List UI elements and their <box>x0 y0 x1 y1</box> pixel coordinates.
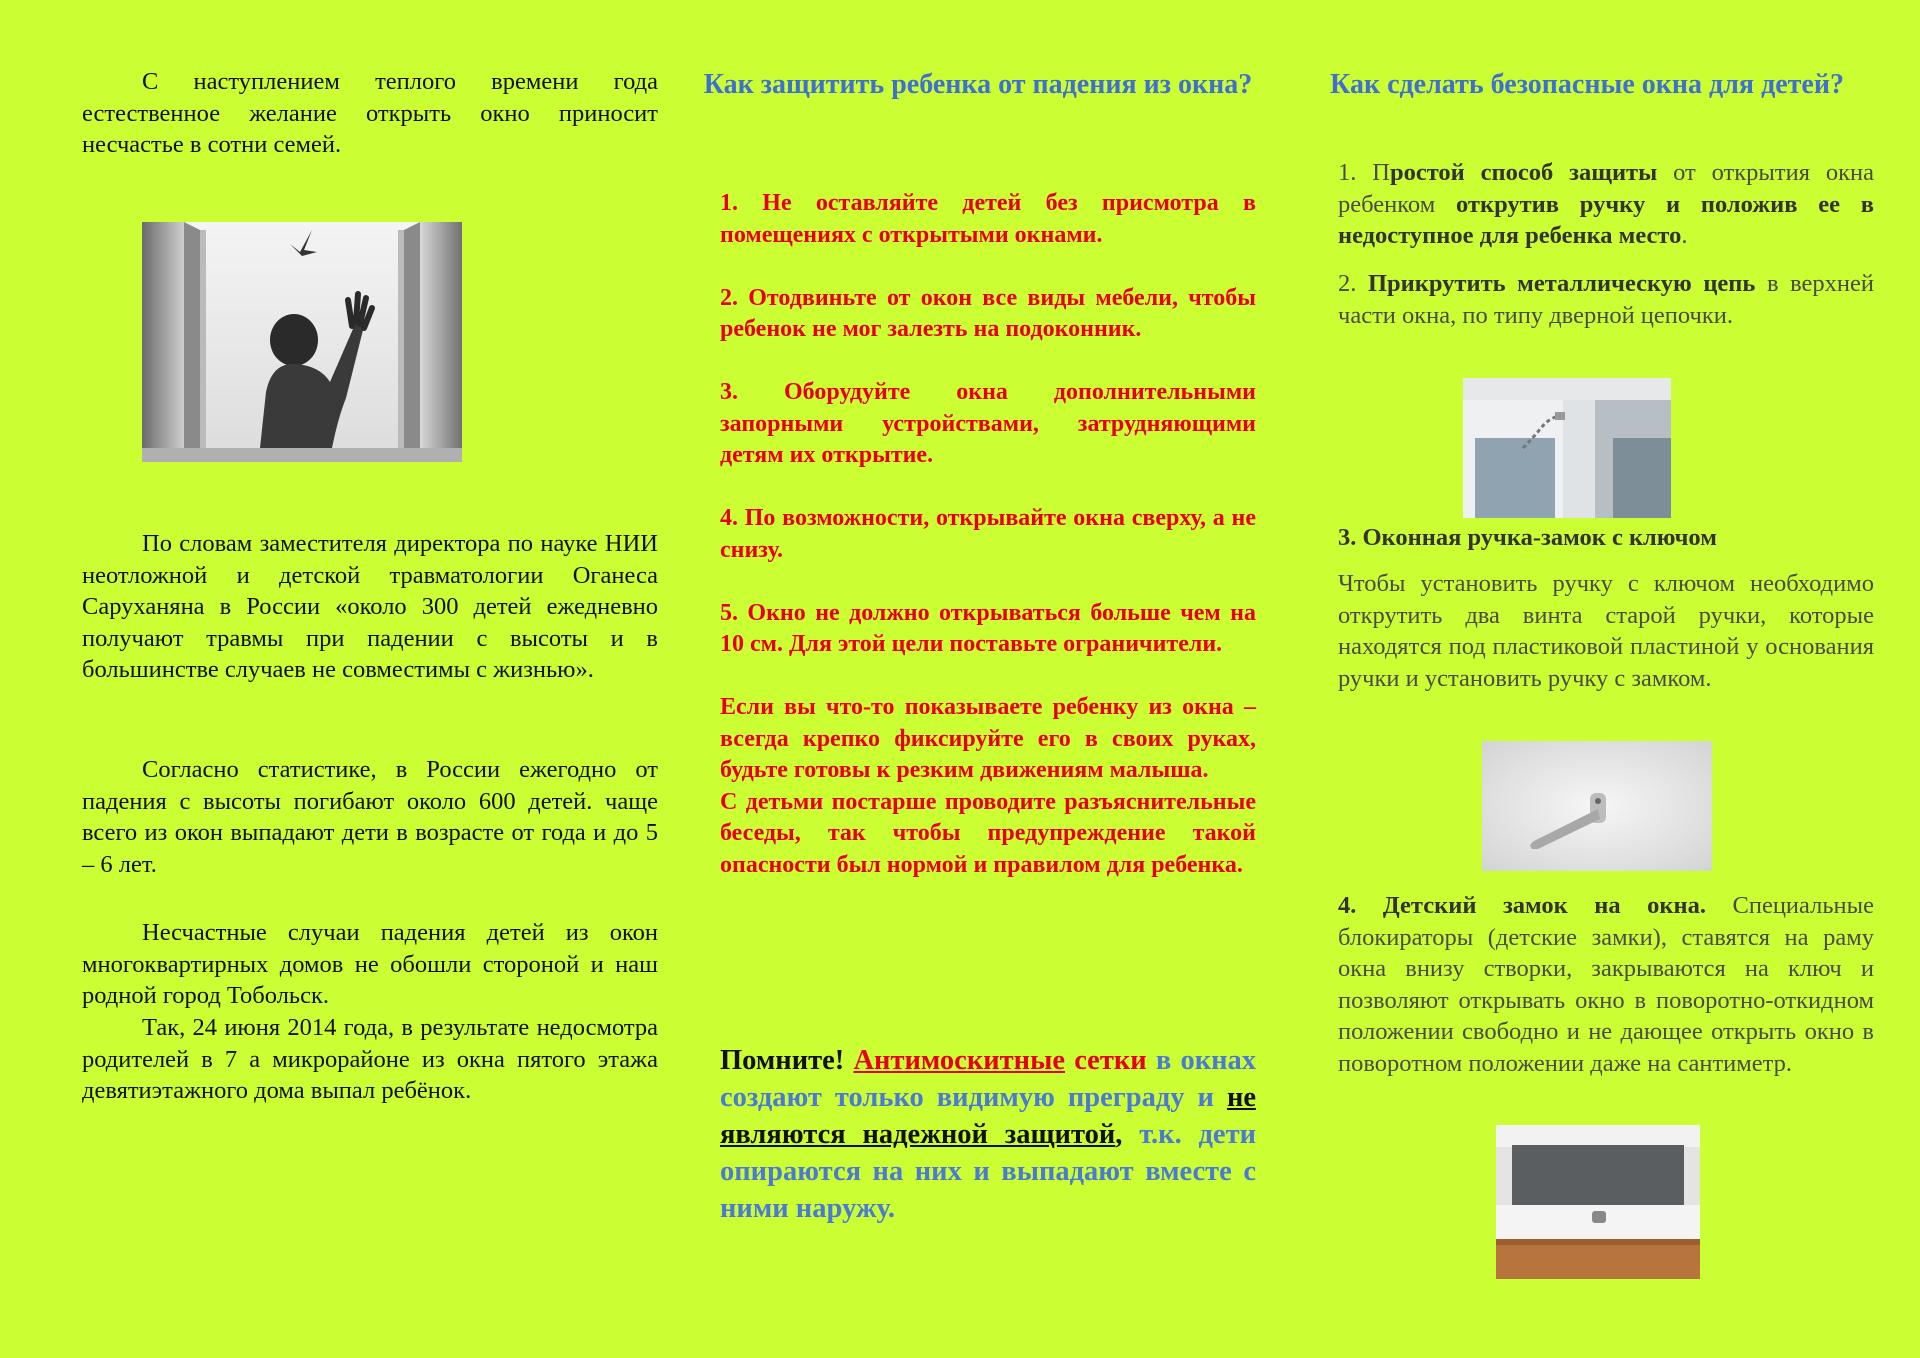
method-2-text: в верхней части окна, по типу дверной цепочки. <box>1338 270 1875 329</box>
warning-text-2: т.к. дети опираются на них и выпадают вместе с ними наружу. <box>720 1119 1257 1224</box>
method-1-text: от открытия окна ребенком <box>1338 159 1874 218</box>
hold-child-advice: Если вы что-то показываете ребенку из окна – всегда крепко фиксируйте его в своих руках, будьте готовы к резким движениям малыша. <box>720 694 1256 783</box>
tips-list <box>720 188 1256 881</box>
comma: , <box>1115 1119 1123 1150</box>
tip-item: 1. Не оставляйте детей без присмотра в помещениях с открытыми окнами. <box>720 190 1256 248</box>
method-2-number: 2. <box>1338 270 1368 297</box>
window-chain-photo <box>1463 378 1671 518</box>
method-2-bold: Прикрутить металлическую цепь <box>1367 270 1756 297</box>
method-4 <box>1338 890 1874 1079</box>
mosquito-net-warning <box>720 1042 1256 1227</box>
intro-paragraph: С наступлением теплого времени года естественное желание открыть окно приносит несчастье в сотни семей. <box>82 68 658 158</box>
method-1-end: . <box>1681 222 1688 249</box>
method-3-title-text: 3. Оконная ручка-замок с ключом <box>1338 524 1717 551</box>
method-3-text: Чтобы установить ручку с ключом необходимо открутить два винта старой ручки, которые находятся под пластиковой пластиной у основания ручки и установить ручку с замком. <box>1338 570 1874 692</box>
method-3-title <box>1338 522 1874 554</box>
statistics-paragraph-2: Согласно статистике, в России ежегодно от падения с высоты погибают около 600 детей. чаще всего из окон выпадают дети в возрасте от года и до 5 – 6 лет. <box>82 756 658 878</box>
method-1-bold-2: открутив ручку и положив ее в недоступное для ребенка место <box>1338 190 1874 249</box>
tip-item: 2. Отодвиньте от окон все виды мебели, чтобы ребенок не мог залезть на подоконник. <box>720 284 1256 342</box>
method-1-bold: ростой способ защиты <box>1389 159 1658 186</box>
tip-item: 5. Окно не должно открываться больше чем на 10 см. Для этой цели поставьте ограничители. <box>720 599 1256 657</box>
method-2 <box>1338 268 1874 331</box>
warning-text-1: в окнах создают только видимую преграду и <box>720 1045 1257 1113</box>
statistics-paragraph-1: По словам заместителя директора по науке НИИ неотложной и детской травматологии Оганеса Саруханяна в России «около 300 детей ежедневно получают травмы при падении с высоты и в большинстве случаев не совместимы с жизнью». <box>82 530 658 683</box>
talk-advice: С детьми постарше проводите разъяснительные беседы, так чтобы предупреждение такой опасности был нормой и правилом для ребенка. <box>720 788 1256 878</box>
mosquito-word: Антимоскитные <box>853 1045 1065 1076</box>
not-reliable-text: не являются надежной защитой <box>720 1082 1257 1150</box>
nets-word: сетки <box>1074 1045 1147 1076</box>
safe-windows-title: Как сделать безопасные окна для детей? <box>1330 69 1844 100</box>
incident-paragraph: Так, 24 июня 2014 года, в результате недосмотра родителей в 7 а микрорайоне из окна пятого этажа девятиэтажного дома выпал ребёнок. <box>82 1014 658 1104</box>
child-lock-photo <box>1496 1125 1700 1279</box>
tobolsk-paragraph: Несчастные случаи падения детей из окон многоквартирных домов не обошли стороной и наш родной город Тобольск. <box>82 919 658 1009</box>
tip-item: 3. Оборудуйте окна дополнительными запорными устройствами, затрудняющими детям их открытие. <box>720 379 1256 468</box>
remember-label: Помните! <box>720 1045 845 1076</box>
lock-handle-photo <box>1482 741 1712 871</box>
protect-child-title: Как защитить ребенка от падения из окна? <box>703 69 1253 100</box>
method-4-bold: 4. Детский замок на окна. <box>1338 892 1706 919</box>
method-4-text: Специальные блокираторы (детские замки), ставятся на раму окна внизу створки, закрываются на ключ и позволяют открывать окно в поворотно-откидном положении свободно и не дающее открыть окно в поворотном положении даже на сантиметр. <box>1338 892 1874 1077</box>
method-1 <box>1338 157 1874 252</box>
child-at-window-photo <box>142 222 462 462</box>
method-1-number: 1. П <box>1338 159 1390 186</box>
tip-item: 4. По возможности, открывайте окна сверху, а не снизу. <box>720 505 1256 563</box>
